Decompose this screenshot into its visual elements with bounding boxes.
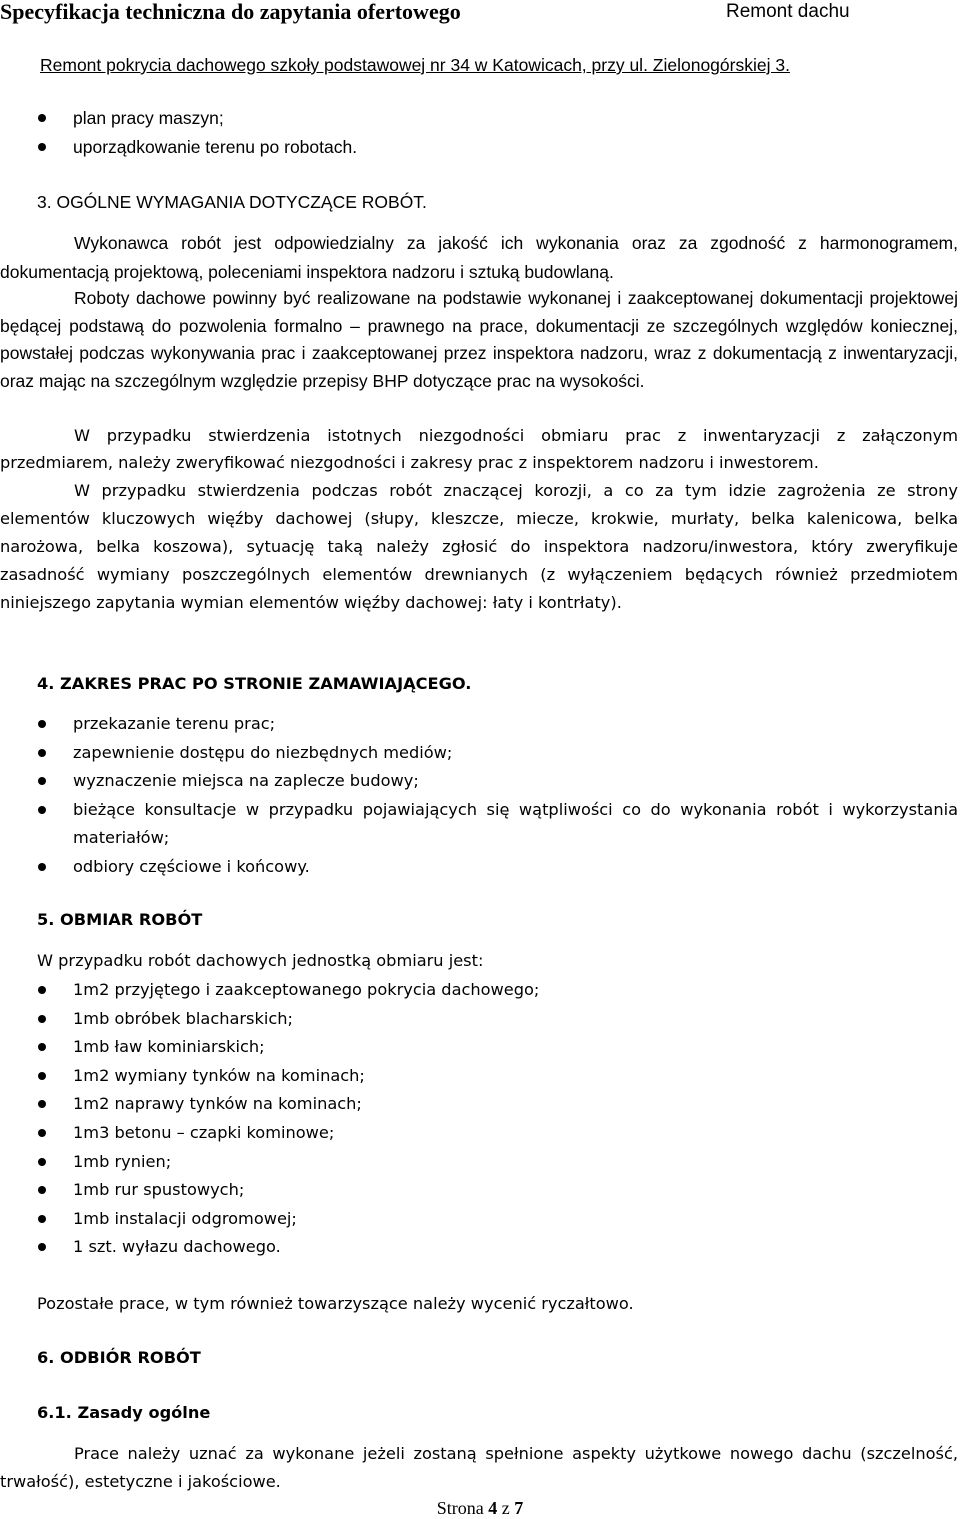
list-item: bieżące konsultacje w przypadku pojawiających się wątpliwości co do wykonania robót i wykorzystania materiałów; [0,796,960,853]
list-item: 1m3 betonu – czapki kominowe; [0,1119,960,1148]
list-item: 1m2 wymiany tynków na kominach; [0,1062,960,1091]
section-3-paragraph-2-block [0,285,960,395]
list-item: 1mb rur spustowych; [0,1176,960,1205]
document-title: Specyfikacja techniczna do zapytania ofertowego [0,0,461,24]
section-4-heading: 4. ZAKRES PRAC PO STRONIE ZAMAWIAJĄCEGO. [37,674,472,693]
section-5-heading: 5. OBMIAR ROBÓT [37,910,203,929]
footer-prefix: Strona [436,1498,484,1518]
footer-separator: z [501,1498,510,1518]
list-item: 1m2 naprawy tynków na kominach; [0,1090,960,1119]
list-item: 1 szt. wyłazu dachowego. [0,1233,960,1262]
document-header-right: Remont dachu [726,1,850,22]
list-item: 1mb instalacji odgromowej; [0,1205,960,1234]
section-3-paragraph-3-block [0,422,960,477]
footer-total-pages: 7 [514,1498,524,1518]
list-item: plan pracy maszyn; [0,104,960,133]
section-5-intro: W przypadku robót dachowych jednostką obmiaru jest: [37,951,484,970]
footer-page-number: 4 [488,1498,498,1518]
list-item: odbiory częściowe i końcowy. [0,853,960,882]
list-item: 1mb ław kominiarskich; [0,1033,960,1062]
document-subtitle: Remont pokrycia dachowego szkoły podstawowej nr 34 w Katowicach, przy ul. Zielonogórskiej 3. [40,55,790,75]
list-item: przekazanie terenu prac; [0,710,960,739]
intro-bullet-list [0,104,960,161]
list-item: zapewnienie dostępu do niezbędnych mediów; [0,739,960,768]
section-5-list-block [0,976,960,1262]
list-item: 1mb rynien; [0,1148,960,1177]
section-5-intro-block [0,947,960,975]
section-6 [0,1344,960,1372]
section-5-note-block [0,1290,960,1318]
section-6-1-heading: 6.1. Zasady ogólne [37,1403,211,1422]
section-4-list-block [0,710,960,882]
section-3-paragraph-4: W przypadku stwierdzenia podczas robót znaczącej korozji, a co za tym idzie zagrożenia ze strony elementów kluczowych więźby dachowej (słupy, kleszcze, miecze, krokwie, murłaty, belka kalenicowa, belka narożowa, belka koszowa), sytuację taką należy zgłosić do inspektora nadzoru/inwestora, który zweryfikuje zasadność wymiany poszczególnych elementów drewnianych (z wyłączeniem będących również przedmiotem niniejszego zapytania wymian elementów więźby dachowej: łaty i kontrłaty). [0,481,958,612]
section-6-heading: 6. ODBIÓR ROBÓT [37,1348,201,1367]
section-3 [0,188,960,216]
section-3-paragraph-1: Wykonawca robót jest odpowiedzialny za jakość ich wykonania oraz za zgodność z harmonogramem, dokumentacją projektową, poleceniami inspektora nadzoru i sztuką budowlaną. [0,233,958,282]
section-3-paragraph-2: Roboty dachowe powinny być realizowane na podstawie wykonanej i zaakceptowanej dokumentacji projektowej będącej podstawą do pozwolenia formalno – prawnego na prace, dokumentacji ze szczególnych względów koniecznej, powstałej podczas wykonywania prac i zaakceptowanej przez inspektora nadzoru, wraz z dokumentacją z inwentaryzacji, oraz mając na szczególnym względzie przepisy BHP dotyczące prac na wysokości. [0,288,958,391]
section-6-1-paragraph: Prace należy uznać za wykonane jeżeli zostaną spełnione aspekty użytkowe nowego dachu (szczelność, trwałość), estetyczne i jakościowe. [0,1444,958,1491]
list-item: 1mb obróbek blacharskich; [0,1005,960,1034]
section-3-paragraph-4-block [0,477,960,617]
page-footer [0,1498,960,1518]
section-5-note: Pozostałe prace, w tym również towarzyszące należy wycenić ryczałtowo. [37,1294,634,1313]
section-5 [0,906,960,934]
section-3-paragraph-1-block [0,229,960,286]
list-item: 1m2 przyjętego i zaakceptowanego pokrycia dachowego; [0,976,960,1005]
list-item: uporządkowanie terenu po robotach. [0,133,960,162]
section-6-1 [0,1399,960,1427]
section-4 [0,670,960,698]
list-item: wyznaczenie miejsca na zaplecze budowy; [0,767,960,796]
section-6-1-paragraph-block [0,1440,960,1496]
section-3-heading: 3. OGÓLNE WYMAGANIA DOTYCZĄCE ROBÓT. [37,192,427,212]
section-3-paragraph-3: W przypadku stwierdzenia istotnych niezgodności obmiaru prac z inwentaryzacji z załączonym przedmiarem, należy zweryfikować niezgodności i zakresy prac z inspektorem nadzoru i inwestorem. [0,426,958,473]
